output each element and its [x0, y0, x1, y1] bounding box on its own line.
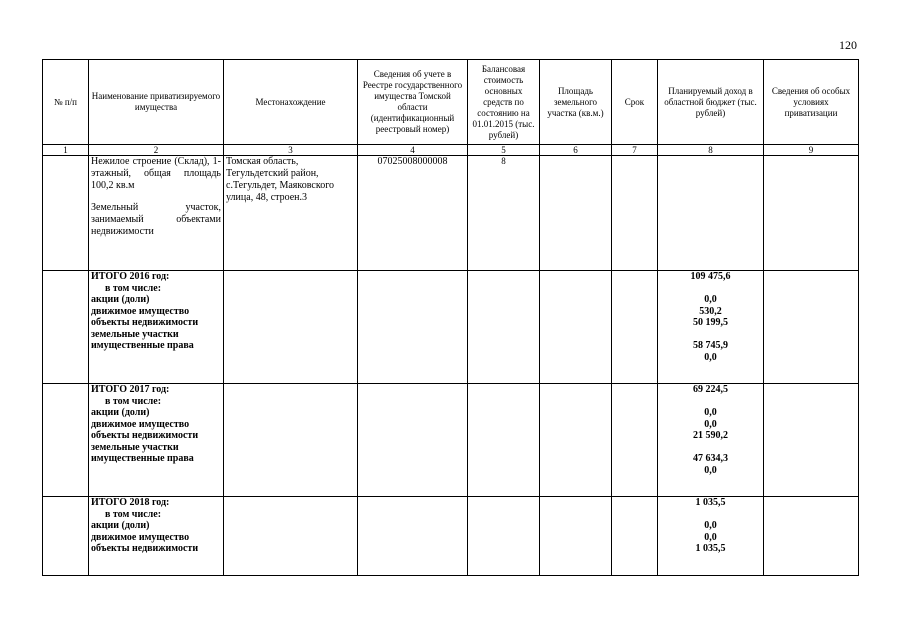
line-value: 0,0 [704, 464, 717, 476]
line-value: 0,0 [704, 520, 717, 531]
line-value: 530,2 [699, 305, 722, 317]
totals-title: ИТОГО 2018 год: [91, 497, 170, 508]
column-number-row [43, 145, 859, 156]
table-row [43, 156, 859, 271]
col-num: 2 [89, 145, 224, 156]
header-name: Наименование приватизируемого имущества [89, 60, 224, 145]
total-value: 1 035,5 [695, 497, 726, 508]
line-value: 50 199,5 [693, 317, 728, 328]
totals-labels [89, 497, 224, 576]
totals-line: акции (доли) [91, 520, 150, 531]
line-value: 58 745,9 [693, 340, 728, 351]
totals-title: ИТОГО 2017 год: [91, 384, 170, 395]
object-location: Томская область, Тегульдетский район, с.Тегульдет, Маяковского улица, 48, строен.3 [224, 156, 358, 271]
totals-values [658, 497, 764, 576]
totals-line: движимое имущество [91, 531, 190, 543]
col-num: 9 [764, 145, 859, 156]
totals-including: в том числе: [105, 395, 162, 407]
header-term: Срок [612, 60, 658, 145]
line-value: 1 035,5 [695, 543, 726, 554]
header-registry: Сведения об учете в Реестре государственного имущества Томской области (идентификационный реестровый номер) [358, 60, 468, 145]
line-value: 47 634,3 [693, 453, 728, 464]
totals-values [658, 384, 764, 497]
object-name-building: Нежилое строение (Склад), 1-этажный, общая площадь 100,2 кв.м [91, 156, 221, 191]
object-registry-number: 07025008000008 [358, 156, 468, 271]
totals-line: земельные участки [91, 441, 179, 453]
totals-labels [89, 384, 224, 497]
totals-line: земельные участки [91, 328, 179, 340]
col-num: 1 [43, 145, 89, 156]
line-value: 0,0 [704, 418, 717, 430]
total-value: 69 224,5 [693, 384, 728, 395]
totals-line: движимое имущество [91, 305, 190, 317]
privatization-table [42, 59, 859, 576]
totals-including: в том числе: [105, 282, 162, 294]
page-number: 120 [839, 38, 857, 52]
header-balance: Балансовая стоимость основных средств по состоянию на 01.01.2015 (тыс. рублей) [468, 60, 540, 145]
totals-values [658, 271, 764, 384]
col-num: 5 [468, 145, 540, 156]
line-value: 0,0 [704, 294, 717, 305]
line-value: 21 590,2 [693, 430, 728, 441]
header-area: Площадь земельного участка (кв.м.) [540, 60, 612, 145]
header-income: Планируемый доход в областной бюджет (тыс. рублей) [658, 60, 764, 145]
totals-line: акции (доли) [91, 407, 150, 418]
header-location: Местонахождение [224, 60, 358, 145]
totals-line: акции (доли) [91, 294, 150, 305]
col-num: 3 [224, 145, 358, 156]
totals-line: объекты недвижимости [91, 317, 199, 328]
totals-line: объекты недвижимости [91, 543, 199, 554]
object-balance-value: 8 [468, 156, 540, 271]
header-number: № п/п [43, 60, 89, 145]
line-value: 0,0 [704, 531, 717, 543]
object-name-cell [89, 156, 224, 271]
totals-row-2017 [43, 384, 859, 497]
line-value: 0,0 [704, 407, 717, 418]
totals-row-2018 [43, 497, 859, 576]
table-header-row [43, 60, 859, 145]
col-num: 7 [612, 145, 658, 156]
object-name-land: Земельный участок, занимаемый объектами недвижимости [91, 202, 221, 237]
col-num: 8 [658, 145, 764, 156]
totals-line: движимое имущество [91, 418, 190, 430]
totals-line: имущественные права [91, 453, 194, 464]
totals-line: имущественные права [91, 340, 194, 351]
totals-including: в том числе: [105, 508, 162, 520]
totals-row-2016 [43, 271, 859, 384]
col-num: 4 [358, 145, 468, 156]
header-conditions: Сведения об особых условиях приватизации [764, 60, 859, 145]
col-num: 6 [540, 145, 612, 156]
line-value: 0,0 [704, 351, 717, 363]
totals-line: объекты недвижимости [91, 430, 199, 441]
totals-labels [89, 271, 224, 384]
total-value: 109 475,6 [690, 271, 731, 282]
totals-title: ИТОГО 2016 год: [91, 271, 170, 282]
